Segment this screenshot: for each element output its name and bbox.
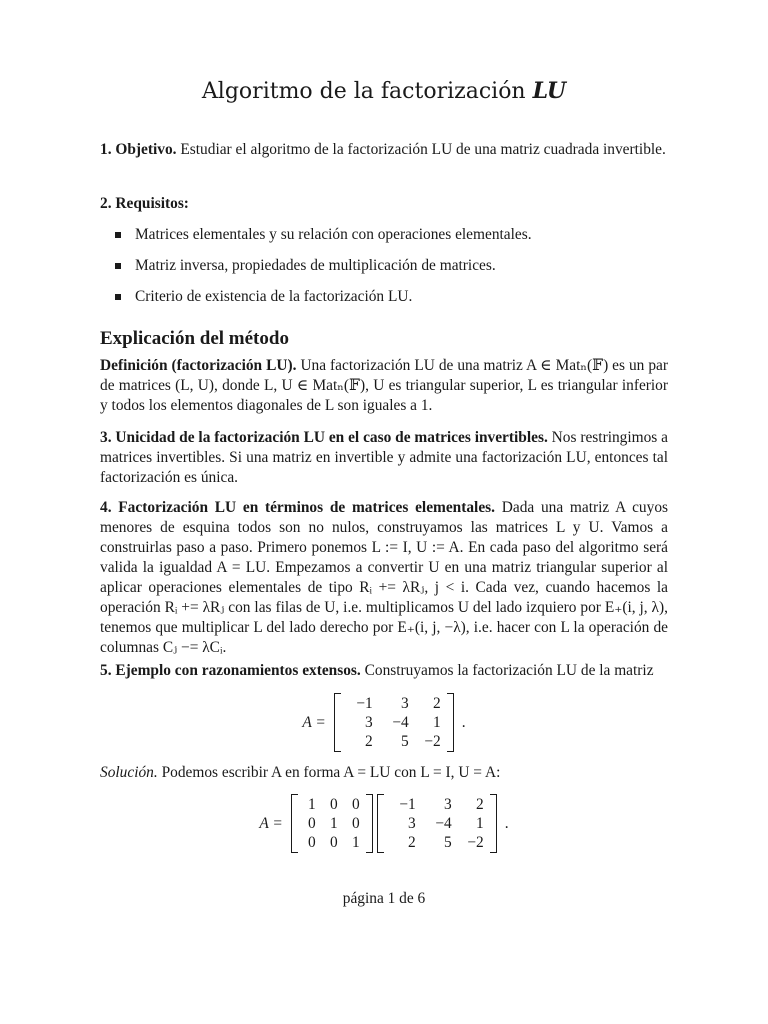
- right-bracket: [366, 794, 373, 853]
- matrix-cell: 3: [365, 714, 373, 731]
- matrix-cell: 1: [433, 714, 441, 731]
- page-number: página 1 de 6: [342, 890, 426, 907]
- left-bracket: [377, 794, 384, 853]
- matrix-cells: [298, 794, 366, 853]
- matrix-cell: 2: [476, 796, 484, 813]
- matrix-cell: 1: [308, 796, 316, 813]
- matrix-cell: −2: [424, 733, 441, 750]
- definicion-paragraph: [100, 356, 668, 416]
- ejemplo-paragraph: [100, 661, 668, 681]
- matrix-cell: 3: [401, 695, 409, 712]
- right-bracket: [447, 693, 454, 752]
- bullet-icon: [115, 294, 121, 300]
- factorizacion-paragraph: [100, 498, 668, 658]
- ejemplo-label: 5. Ejemplo con razonamientos extensos.: [100, 662, 361, 679]
- definicion-label: Definición (factorización LU).: [100, 357, 297, 374]
- ejemplo-text: Construyamos la factorización LU de la matriz: [364, 662, 654, 679]
- requisitos-list: [115, 225, 655, 318]
- solucion-text: Podemos escribir A en forma A = LU con L = I, U = A:: [161, 764, 501, 781]
- solucion-label: Solución.: [100, 764, 158, 781]
- left-bracket: [334, 693, 341, 752]
- matrix-cell: −1: [399, 796, 416, 813]
- matrix-cell: 2: [365, 733, 373, 750]
- matrix-cell: 2: [433, 695, 441, 712]
- unicidad-text: Nos restringimos a matrices invertibles. Si una matriz en invertible y admite una factorización LU, entonces tal factorización es única.: [100, 429, 668, 486]
- matrix-cell: −4: [392, 714, 409, 731]
- matrix-cells: [341, 693, 447, 752]
- matrix-cell: −1: [356, 695, 373, 712]
- matrix-period: .: [461, 713, 466, 731]
- matrix-cell: 0: [308, 815, 316, 832]
- matrix-cell: 3: [444, 796, 452, 813]
- matrix-cell: 0: [308, 834, 316, 851]
- matrix-period: .: [504, 814, 509, 832]
- objetivo-text: Estudiar el algoritmo de la factorización LU de una matriz cuadrada invertible.: [180, 141, 666, 158]
- solucion-paragraph: [100, 763, 668, 783]
- matrix-cell: 1: [352, 834, 360, 851]
- matrix-cell: 0: [352, 796, 360, 813]
- matrix-cell: 2: [408, 834, 416, 851]
- matrix-cell: 0: [330, 834, 338, 851]
- matrix-cell: −4: [435, 815, 452, 832]
- matrix-cell: 5: [444, 834, 452, 851]
- matrix-cell: 0: [352, 815, 360, 832]
- matrix-cell: 0: [330, 796, 338, 813]
- matrix-cells: [384, 794, 490, 853]
- right-bracket: [490, 794, 497, 853]
- left-bracket: [291, 794, 298, 853]
- list-item: Matriz inversa, propiedades de multiplicación de matrices.: [115, 256, 655, 276]
- objetivo-label: 1. Objetivo.: [100, 141, 177, 158]
- example-matrix-equation: [0, 693, 768, 752]
- matrix-cell: −2: [467, 834, 484, 851]
- requisitos-label: 2. Requisitos:: [100, 195, 189, 212]
- identity-matrix: [291, 794, 373, 853]
- list-item: Criterio de existencia de la factorización LU.: [115, 287, 655, 307]
- unicidad-label: 3. Unicidad de la factorización LU en el caso de matrices invertibles.: [100, 429, 548, 446]
- matrix-label: A =: [302, 713, 326, 731]
- title-emphasis: LU: [532, 78, 567, 104]
- matrix-label: A =: [259, 814, 283, 832]
- objetivo-paragraph: [100, 140, 668, 160]
- bullet-icon: [115, 263, 121, 269]
- matrix-cell: 5: [401, 733, 409, 750]
- definicion-text: Una factorización LU de una matriz A ∈ Matₙ(𝔽) es un par de matrices (L, U), donde L, U ∈ Matₙ(𝔽), U es triangular superior, L es triangular inferior y todos los elementos diagonales de L son iguales a 1.: [100, 357, 668, 414]
- solution-matrix-equation: [0, 794, 768, 853]
- unicidad-paragraph: [100, 428, 668, 488]
- matrix-a: [334, 693, 454, 752]
- factorizacion-text: Dada una matriz A cuyos menores de esquina todos son no nulos, construyamos las matrices L y U. Vamos a construirlas paso a paso. Primero ponemos L := I, U := A. En cada paso del algoritmo será valida la igualdad A = LU. Empezamos a convertir U en una matriz triangular superior al aplicar operaciones elementales de tipo Rᵢ += λRⱼ, j < i. Cada vez, cuando hacemos la operación Rᵢ += λRⱼ con las filas de U, i.e. multiplicamos U del lado izquiero por E₊(i, j, λ), tenemos que multiplicar L del lado derecho por E₊(i, j, −λ), i.e. hacer con L la operación de columnas Cⱼ −= λCᵢ.: [100, 499, 668, 656]
- matrix-u: [377, 794, 497, 853]
- page-title: Algoritmo de la factorización LU: [201, 78, 567, 104]
- matrix-cell: 1: [330, 815, 338, 832]
- section-title: Explicación del método: [100, 328, 289, 349]
- matrix-cell: 1: [476, 815, 484, 832]
- bullet-icon: [115, 232, 121, 238]
- list-item: Matrices elementales y su relación con operaciones elementales.: [115, 225, 655, 245]
- matrix-cell: 3: [408, 815, 416, 832]
- factorizacion-label: 4. Factorización LU en términos de matrices elementales.: [100, 499, 496, 516]
